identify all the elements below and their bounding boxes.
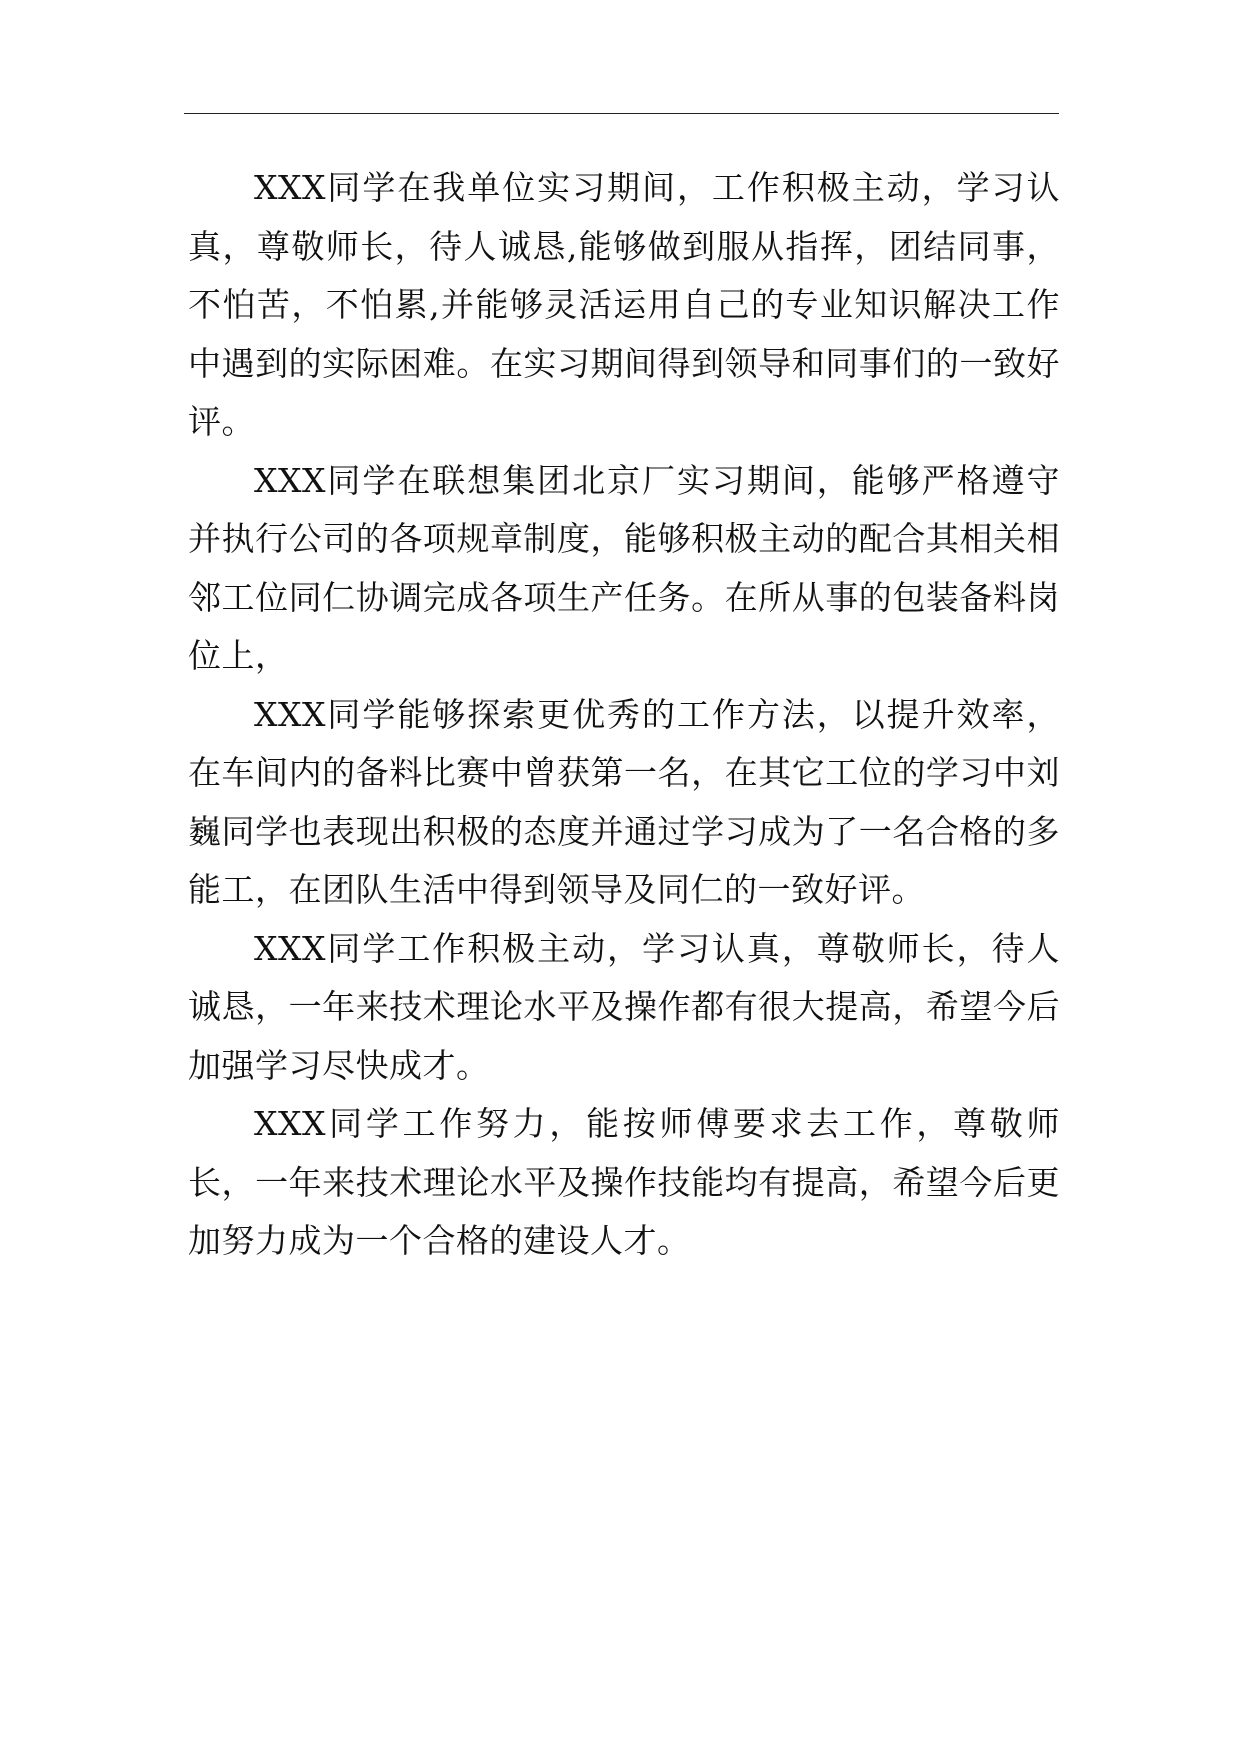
paragraph-2: XXX同学在联想集团北京厂实习期间，能够严格遵守并执行公司的各项规章制度，能够积极主动的配合其相关相邻工位同仁协调完成各项生产任务。在所从事的包装备料岗位上，	[188, 460, 1060, 675]
paragraph-3: XXX同学能够探索更优秀的工作方法，以提升效率，在车间内的备料比赛中曾获第一名，在其它工位的学习中刘巍同学也表现出积极的态度并通过学习成为了一名合格的多能工，在团队生活中得到领导及同仁的一致好评。	[188, 694, 1060, 909]
paragraph-4: XXX同学工作积极主动，学习认真，尊敬师长，待人诚恳，一年来技术理论水平及操作都有很大提高，希望今后加强学习尽快成才。	[188, 928, 1060, 1085]
paragraph-5: XXX同学工作努力，能按师傅要求去工作，尊敬师长，一年来技术理论水平及操作技能均有提高，希望今后更加努力成为一个合格的建设人才。	[188, 1104, 1060, 1260]
header-rule	[184, 113, 1059, 114]
paragraph-1: XXX同学在我单位实习期间，工作积极主动，学习认真，尊敬师长，待人诚恳,能够做到服从指挥，团结同事，不怕苦，不怕累,并能够灵活运用自己的专业知识解决工作中遇到的实际困难。在实习期间得到领导和同事们的一致好评。	[188, 168, 1060, 441]
document-body	[188, 159, 1060, 1271]
